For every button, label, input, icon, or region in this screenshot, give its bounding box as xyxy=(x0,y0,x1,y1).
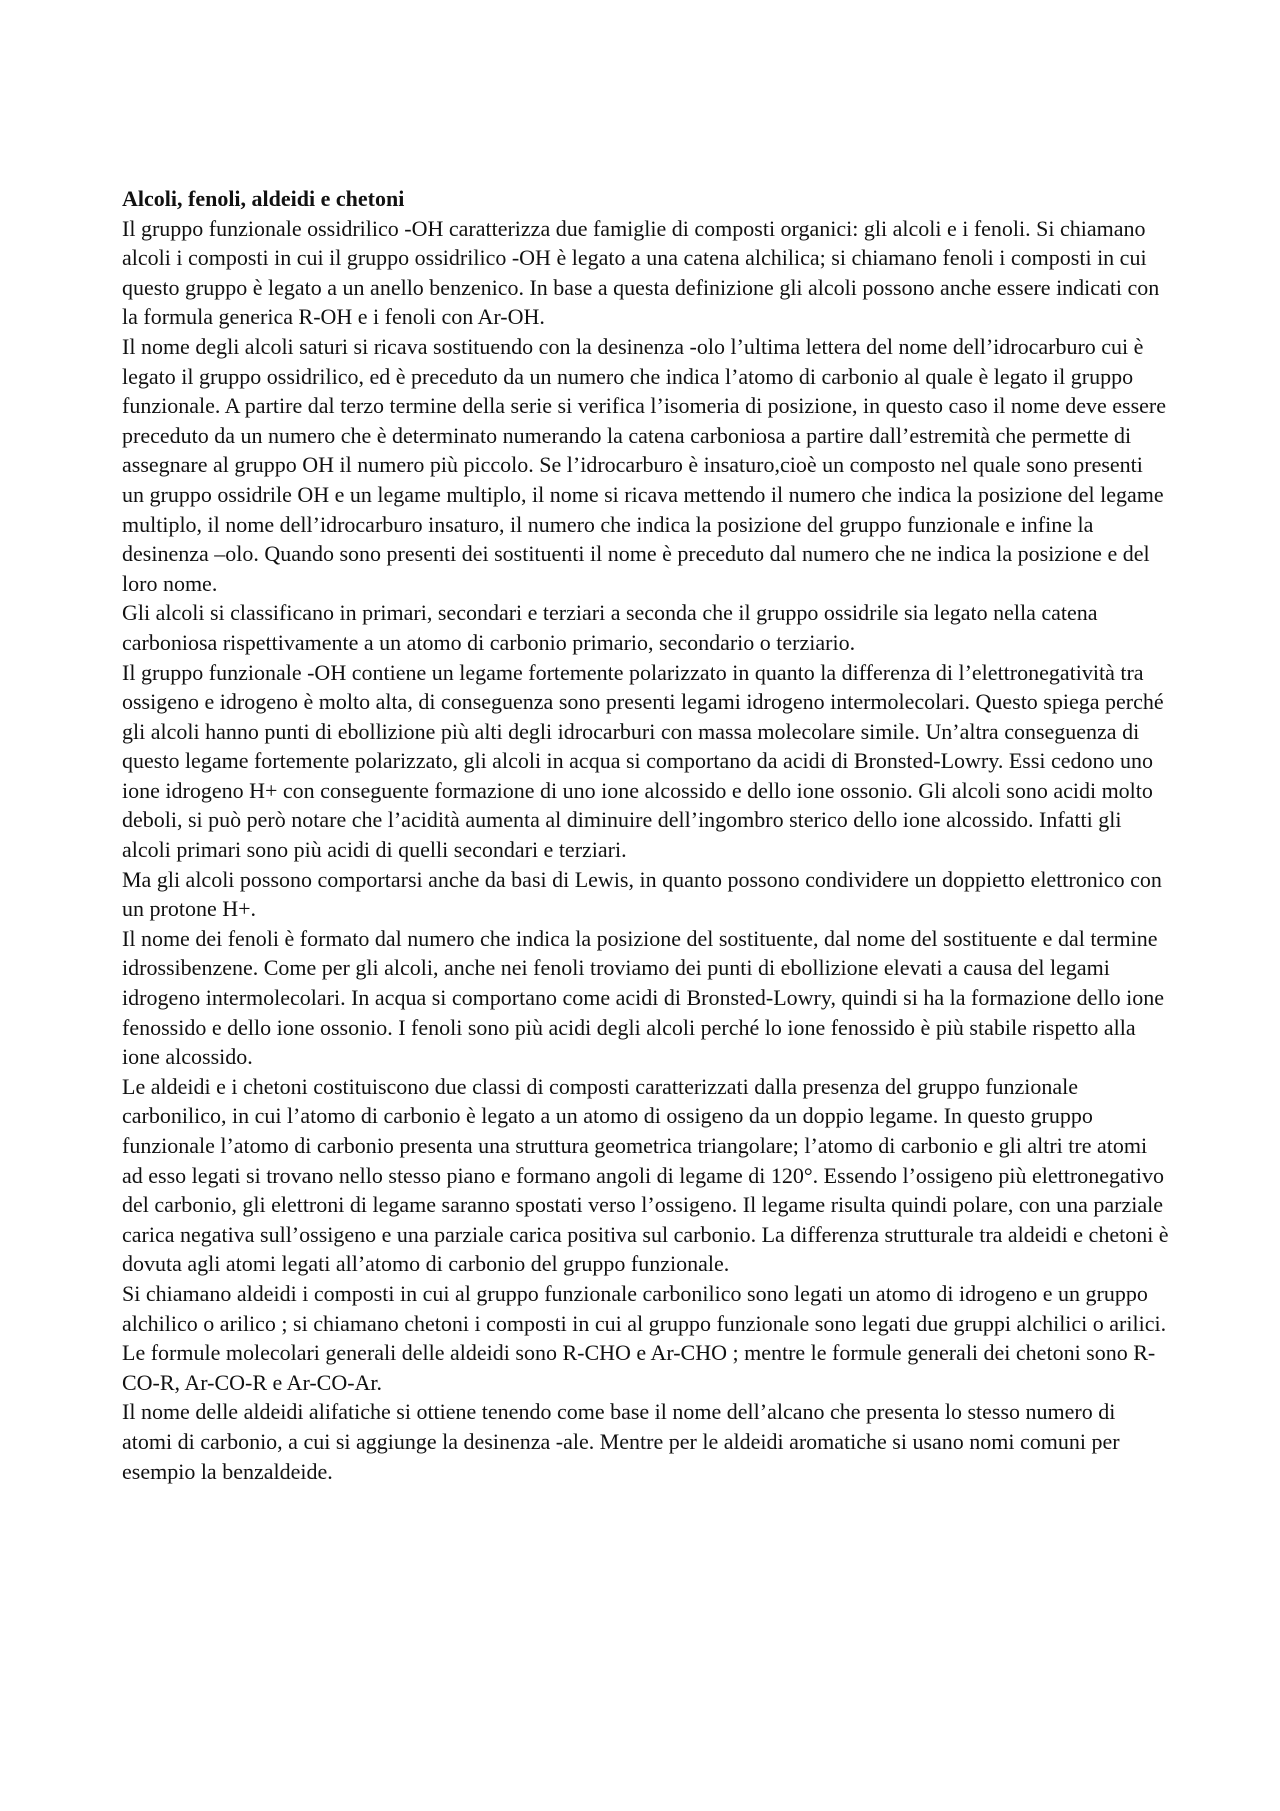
document-body xyxy=(122,184,1170,1486)
paragraph-fenoli: Il nome dei fenoli è formato dal numero che indica la posizione del sostituente, dal nome del sostituente e dal termine idrossibenzene. Come per gli alcoli, anche nei fenoli troviamo dei punti di ebollizione elevati a causa del legami idrogeno intermolecolari. In acqua si comportano come acidi di Bronsted-Lowry, quindi si ha la formazione dello ione fenossido e dello ione ossonio. I fenoli sono più acidi degli alcoli perché lo ione fenossido è più stabile rispetto alla ione alcossido. xyxy=(122,925,1165,1070)
paragraph-definizione-aldeidi-chetoni: Si chiamano aldeidi i composti in cui al gruppo funzionale carbonilico sono legati un atomo di idrogeno e un gruppo alchilico o arilico ; si chiamano chetoni i composti in cui al gruppo funzionale sono legati due gruppi alchilici o arilici. xyxy=(122,1280,1167,1336)
paragraph-basi-lewis: Ma gli alcoli possono comportarsi anche da basi di Lewis, in quanto possono condividere un doppietto elettronico con un protone H+. xyxy=(122,866,1162,922)
paragraph-gruppo-ossidrilico: Il gruppo funzionale ossidrilico -OH caratterizza due famiglie di composti organici: gli alcoli e i fenoli. Si chiamano alcoli i composti in cui il gruppo ossidrilico -OH è legato a una catena alchilica; si chiamano fenoli i composti in cui questo gruppo è legato a un anello benzenico. In base a questa definizione gli alcoli possono anche essere indicati con la formula generica R-OH e i fenoli con Ar-OH. xyxy=(122,215,1160,330)
paragraph-nomenclatura-alcoli: Il nome degli alcoli saturi si ricava sostituendo con la desinenza -olo l’ultima lettera del nome dell’idrocarburo cui è legato il gruppo ossidrilico, ed è preceduto da un numero che indica l’atomo di carbonio al quale è legato il gruppo funzionale. A partire dal terzo termine della serie si verifica l’isomeria di posizione, in questo caso il nome deve essere preceduto da un numero che è determinato numerando la catena carboniosa a partire dall’estremità che permette di assegnare al gruppo OH il numero più piccolo. Se l’idrocarburo è insaturo,cioè un composto nel quale sono presenti un gruppo ossidrile OH e un legame multiplo, il nome si ricava mettendo il numero che indica la posizione del legame multiplo, il nome dell’idrocarburo insaturo, il numero che indica la posizione del gruppo funzionale e infine la desinenza –olo. Quando sono presenti dei sostituenti il nome è preceduto dal numero che ne indica la posizione e del loro nome. xyxy=(122,333,1167,596)
paragraph-formule-generali: Le formule molecolari generali delle aldeidi sono R-CHO e Ar-CHO ; mentre le formule generali dei chetoni sono R-CO-R, Ar-CO-R e Ar-CO-Ar. xyxy=(122,1340,1156,1395)
paragraph-aldeidi-chetoni: Le aldeidi e i chetoni costituiscono due classi di composti caratterizzati dalla presenza del gruppo funzionale carbonilico, in cui l’atomo di carbonio è legato a un atomo di ossigeno da un doppio legame. In questo gruppo funzionale l’atomo di carbonio presenta una struttura geometrica triangolare; l’atomo di carbonio e gli altri tre atomi ad esso legati si trovano nello stesso piano e formano angoli di legame di 120°. Essendo l’ossigeno più elettronegativo del carbonio, gli elettroni di legame saranno spostati verso l’ossigeno. Il legame risulta quindi polare, con una parziale carica negativa sull’ossigeno e una parziale carica positiva sul carbonio. La differenza strutturale tra aldeidi e chetoni è dovuta agli atomi legati all’atomo di carbonio del gruppo funzionale. xyxy=(122,1073,1169,1277)
paragraph-classificazione-alcoli: Gli alcoli si classificano in primari, secondari e terziari a seconda che il gruppo ossidrile sia legato nella catena carboniosa rispettivamente a un atomo di carbonio primario, secondario o terziario. xyxy=(122,600,1098,655)
paragraph-nomenclatura-aldeidi: Il nome delle aldeidi alifatiche si ottiene tenendo come base il nome dell’alcano che presenta lo stesso numero di atomi di carbonio, a cui si aggiunge la desinenza -ale. Mentre per le aldeidi aromatiche si usano nomi comuni per esempio la benzaldeide. xyxy=(122,1399,1120,1484)
paragraph-proprieta-alcoli: Il gruppo funzionale -OH contiene un legame fortemente polarizzato in quanto la differenza di l’elettronegatività tra ossigeno e idrogeno è molto alta, di conseguenza sono presenti legami idrogeno intermolecolari. Questo spiega perché gli alcoli hanno punti di ebollizione più alti degli idrocarburi con massa molecolare simile. Un’altra conseguenza di questo legame fortemente polarizzato, gli alcoli in acqua si comportano da acidi di Bronsted-Lowry. Essi cedono uno ione idrogeno H+ con conseguente formazione di uno ione alcossido e dello ione ossonio. Gli alcoli sono acidi molto deboli, si può però notare che l’acidità aumenta al diminuire dell’ingombro sterico dello ione alcossido. Infatti gli alcoli primari sono più acidi di quelli secondari e terziari. xyxy=(122,659,1164,863)
document-title: Alcoli, fenoli, aldeidi e chetoni xyxy=(122,186,405,211)
